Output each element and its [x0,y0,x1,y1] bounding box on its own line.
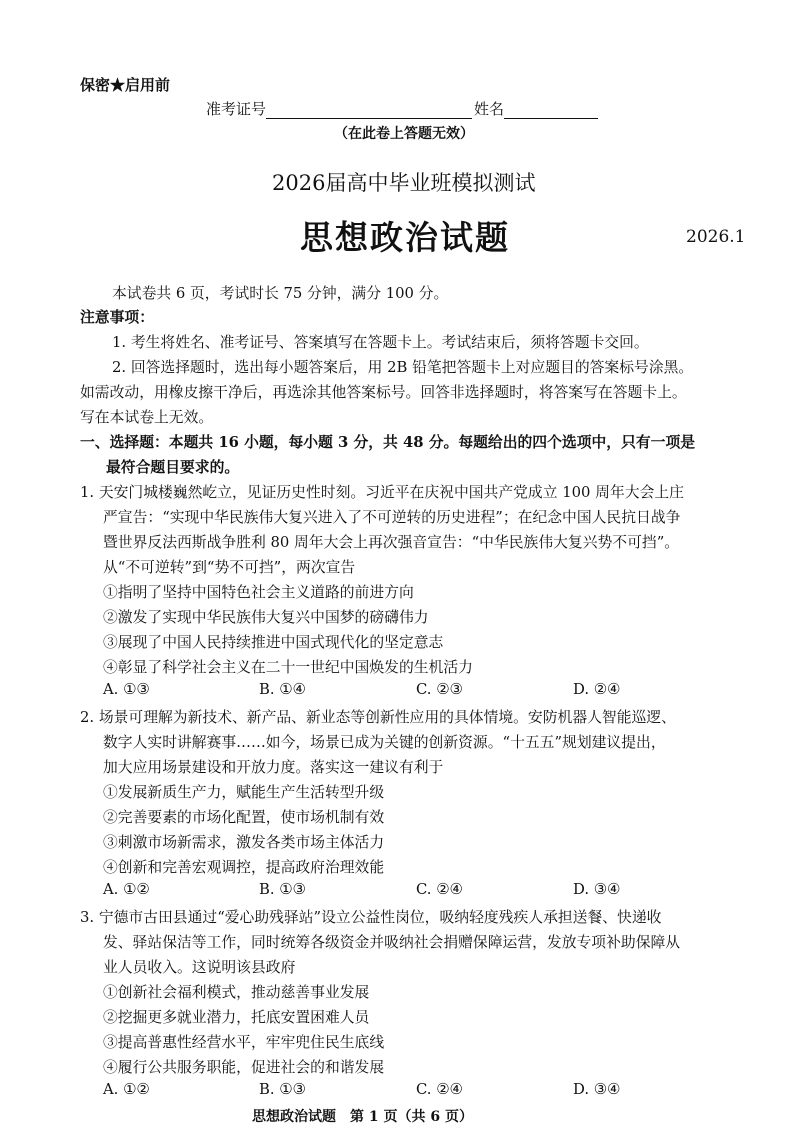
q3-item: ②挖掘更多就业潜力，托底安置困难人员 [103,1009,370,1026]
q3-item: ①创新社会福利模式，推动慈善事业发展 [103,984,370,1001]
q1-option-c: C. ②③ [416,681,463,698]
q3-option-c: C. ②④ [416,1081,463,1098]
note-1: 1. 考生将姓名、准考证号、答案填写在答题卡上。考试结束后，须将答题卡交回。 [112,334,649,351]
q2-option-b: B. ①③ [259,881,306,898]
q1-option-a: A. ①③ [103,681,150,698]
note-2-cont: 如需改动，用橡皮擦干净后，再选涂其他答案标号。回答非选择题时，将答案写在答题卡上。 [80,384,687,401]
q2-option-d: D. ③④ [573,881,621,898]
note-2-end: 写在本试卷上无效。 [80,409,214,426]
subject-title: 思想政治试题 [300,218,510,257]
q2-option-a: A. ①② [103,881,150,898]
exam-title: 2026届高中毕业班模拟测试 [272,171,536,195]
q3-stem-line: 发、驿站保洁等工作，同时统筹各级资金并吸纳社会捐赠保障运营，发放专项补助保障从 [103,934,681,951]
q2-stem-line: 加大应用场景建设和开放力度。落实这一建议有利于 [103,759,444,776]
section-heading-cont: 最符合题目要求的。 [106,459,240,476]
q1-stem-line: 暨世界反法西斯战争胜利 80 周年大会上再次强音宣告：“中华民族伟大复兴势不可挡”。 [103,534,680,551]
exam-id-blank [266,101,472,119]
q3-option-a: A. ①② [103,1081,150,1098]
q3-option-b: B. ①③ [259,1081,306,1098]
q1-stem-line: 从“不可逆转”到“势不可挡”，两次宣告 [103,559,356,576]
q3-stem-line: 3. 宁德市古田县通过“爱心助残驿站”设立公益性岗位，吸纳轻度残疾人承担送餐、快递收 [80,909,662,926]
notes-title: 注意事项： [80,309,154,326]
q1-option-d: D. ②④ [573,681,621,698]
name-blank [504,101,598,119]
name-label: 姓名 [474,100,505,118]
q2-stem-line: 2. 场景可理解为新技术、新产品、新业态等创新性应用的具体情境。安防机器人智能巡逻、 [80,709,676,726]
exam-id-label: 准考证号 [206,100,267,118]
intro-text: 本试卷共 6 页，考试时长 75 分钟，满分 100 分。 [112,285,449,302]
invalid-note: （在此卷上答题无效） [334,126,474,142]
candidate-info-line [206,98,600,119]
confidential-mark: 保密★启用前 [80,76,171,94]
q1-item: ③展现了中国人民持续推进中国式现代化的坚定意志 [103,634,444,651]
q3-item: ③提高普惠性经营水平，牢牢兜住民生底线 [103,1034,385,1051]
q2-item: ②完善要素的市场化配置，使市场机制有效 [103,809,385,826]
q1-option-b: B. ①④ [259,681,306,698]
q1-stem-line: 严宣告：“实现中华民族伟大复兴进入了不可逆转的历史进程”；在纪念中国人民抗日战争 [103,509,681,526]
q2-item: ④创新和完善宏观调控，提高政府治理效能 [103,859,385,876]
note-2: 2. 回答选择题时，选出每小题答案后，用 2B 铅笔把答题卡上对应题目的答案标号涂黑。 [112,359,694,376]
section-heading: 一、选择题：本题共 16 小题，每小题 3 分，共 48 分。每题给出的四个选项中，只有一项是 [80,434,696,451]
exam-date: 2026.1 [686,227,746,247]
q2-stem-line: 数字人实时讲解赛事……如今，场景已成为关键的创新资源。“十五五”规划建议提出， [103,734,666,751]
q3-item: ④履行公共服务职能，促进社会的和谐发展 [103,1059,385,1076]
q1-item: ④彰显了科学社会主义在二十一世纪中国焕发的生机活力 [103,659,473,676]
q2-item: ①发展新质生产力，赋能生产生活转型升级 [103,784,385,801]
page-footer: 思想政治试题 第 1 页（共 6 页） [252,1109,473,1125]
q2-option-c: C. ②④ [416,881,463,898]
q1-stem-line: 1. 天安门城楼巍然屹立，见证历史性时刻。习近平在庆祝中国共产党成立 100 周年大会上庄 [80,484,684,501]
q3-option-d: D. ③④ [573,1081,621,1098]
q2-item: ③刺激市场新需求，激发各类市场主体活力 [103,834,385,851]
q1-item: ①指明了坚持中国特色社会主义道路的前进方向 [103,584,414,601]
q1-item: ②激发了实现中华民族伟大复兴中国梦的磅礴伟力 [103,609,429,626]
q3-stem-line: 业人员收入。这说明该县政府 [103,959,296,976]
